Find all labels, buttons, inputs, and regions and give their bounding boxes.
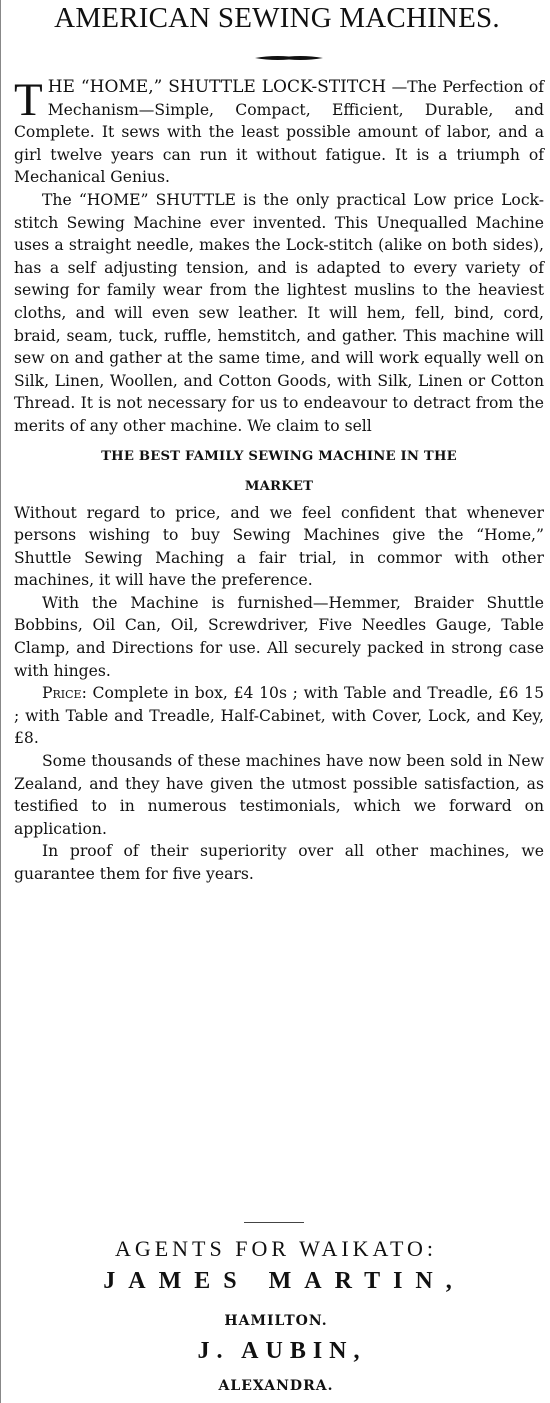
agent-name-j-aubin: J. AUBIN, [197,1338,367,1364]
agents-heading: AGENTS FOR WAIKATO: [114,1236,438,1261]
intro-lead: HE “HOME,” SHUTTLE LOCK-STITCH [47,77,387,97]
paragraph-description: The “HOME” SHUTTLE is the only practical Low price Lock-stitch Sewing Machine ever invented. This Unequalled Machine uses a straight needle, makes the Lock-stitch (alike on both sides), has a self adjusting tension, and is adapted to every variety of sewing for family wear from the lightest muslins to the heaviest cloths, and will even sew leather. It will hem, fell, bind, cord, braid, seam, tuck, ruffle, hemstitch, and gather. This machine will sew on and gather at the same time, and will work equally well on Silk, Linen, Woollen, and Cotton Goods, with Silk, Linen or Cotton Thread. It is not necessary for us to endeavour to detract from the merits of any other machine. We claim to sell [14,190,544,435]
sub-heading [14,442,544,502]
sub-heading-line-1: THE BEST FAMILY SEWING MACHINE IN THE [101,448,457,464]
ornament-rule-icon [255,55,323,61]
paragraph-price [14,682,544,750]
intro-text: —The Perfection of Mechanism—Simple, Compact, Efficient, Durable, and Complete. It sews with the least possible amount of labor, and a girl twelve years can run it without fatigue. It is a triumph of Mechanical Genius. [14,78,544,187]
headline: AMERICAN SEWING MACHINES. [54,2,500,34]
agent-name-james-martin: JAMES MARTIN, [103,1268,465,1294]
agent-location-hamilton: HAMILTON. [224,1313,328,1329]
paragraph-testimonials: Some thousands of these machines have now been sold in New Zealand, and they have given the utmost possible satisfaction, as testified to in numerous testimonials, which we forward on application. [14,752,544,838]
drop-cap: T [14,74,43,126]
paragraph-intro [14,76,544,189]
paragraph-accessories: With the Machine is furnished—Hemmer, Braider Shuttle Bobbins, Oil Can, Oil, Screwdriver, Five Needles Gauge, Table Clamp, and Directions for use. All securely packed in strong case with hinges. [14,593,544,680]
agent-location-alexandra: ALEXANDRA. [218,1378,334,1394]
advertisement-body [14,76,544,886]
price-label: Price [42,684,82,703]
paragraph-guarantee: In proof of their superiority over all other machines, we guarantee them for five years. [14,842,544,883]
divider-rule [244,1222,304,1223]
sub-heading-line-2: MARKET [244,478,314,494]
price-text: : Complete in box, £4 10s ; with Table and Treadle, £6 15 ; with Table and Treadle, Half-Cabinet, with Cover, Lock, and Key, £8. [14,684,544,748]
paragraph-preference: Without regard to price, and we feel confident that whenever persons wishing to buy Sewing Machines give the “Home,” Shuttle Sewing Maching a fair trial, in commor with other machines, it will have the preference. [14,503,544,590]
